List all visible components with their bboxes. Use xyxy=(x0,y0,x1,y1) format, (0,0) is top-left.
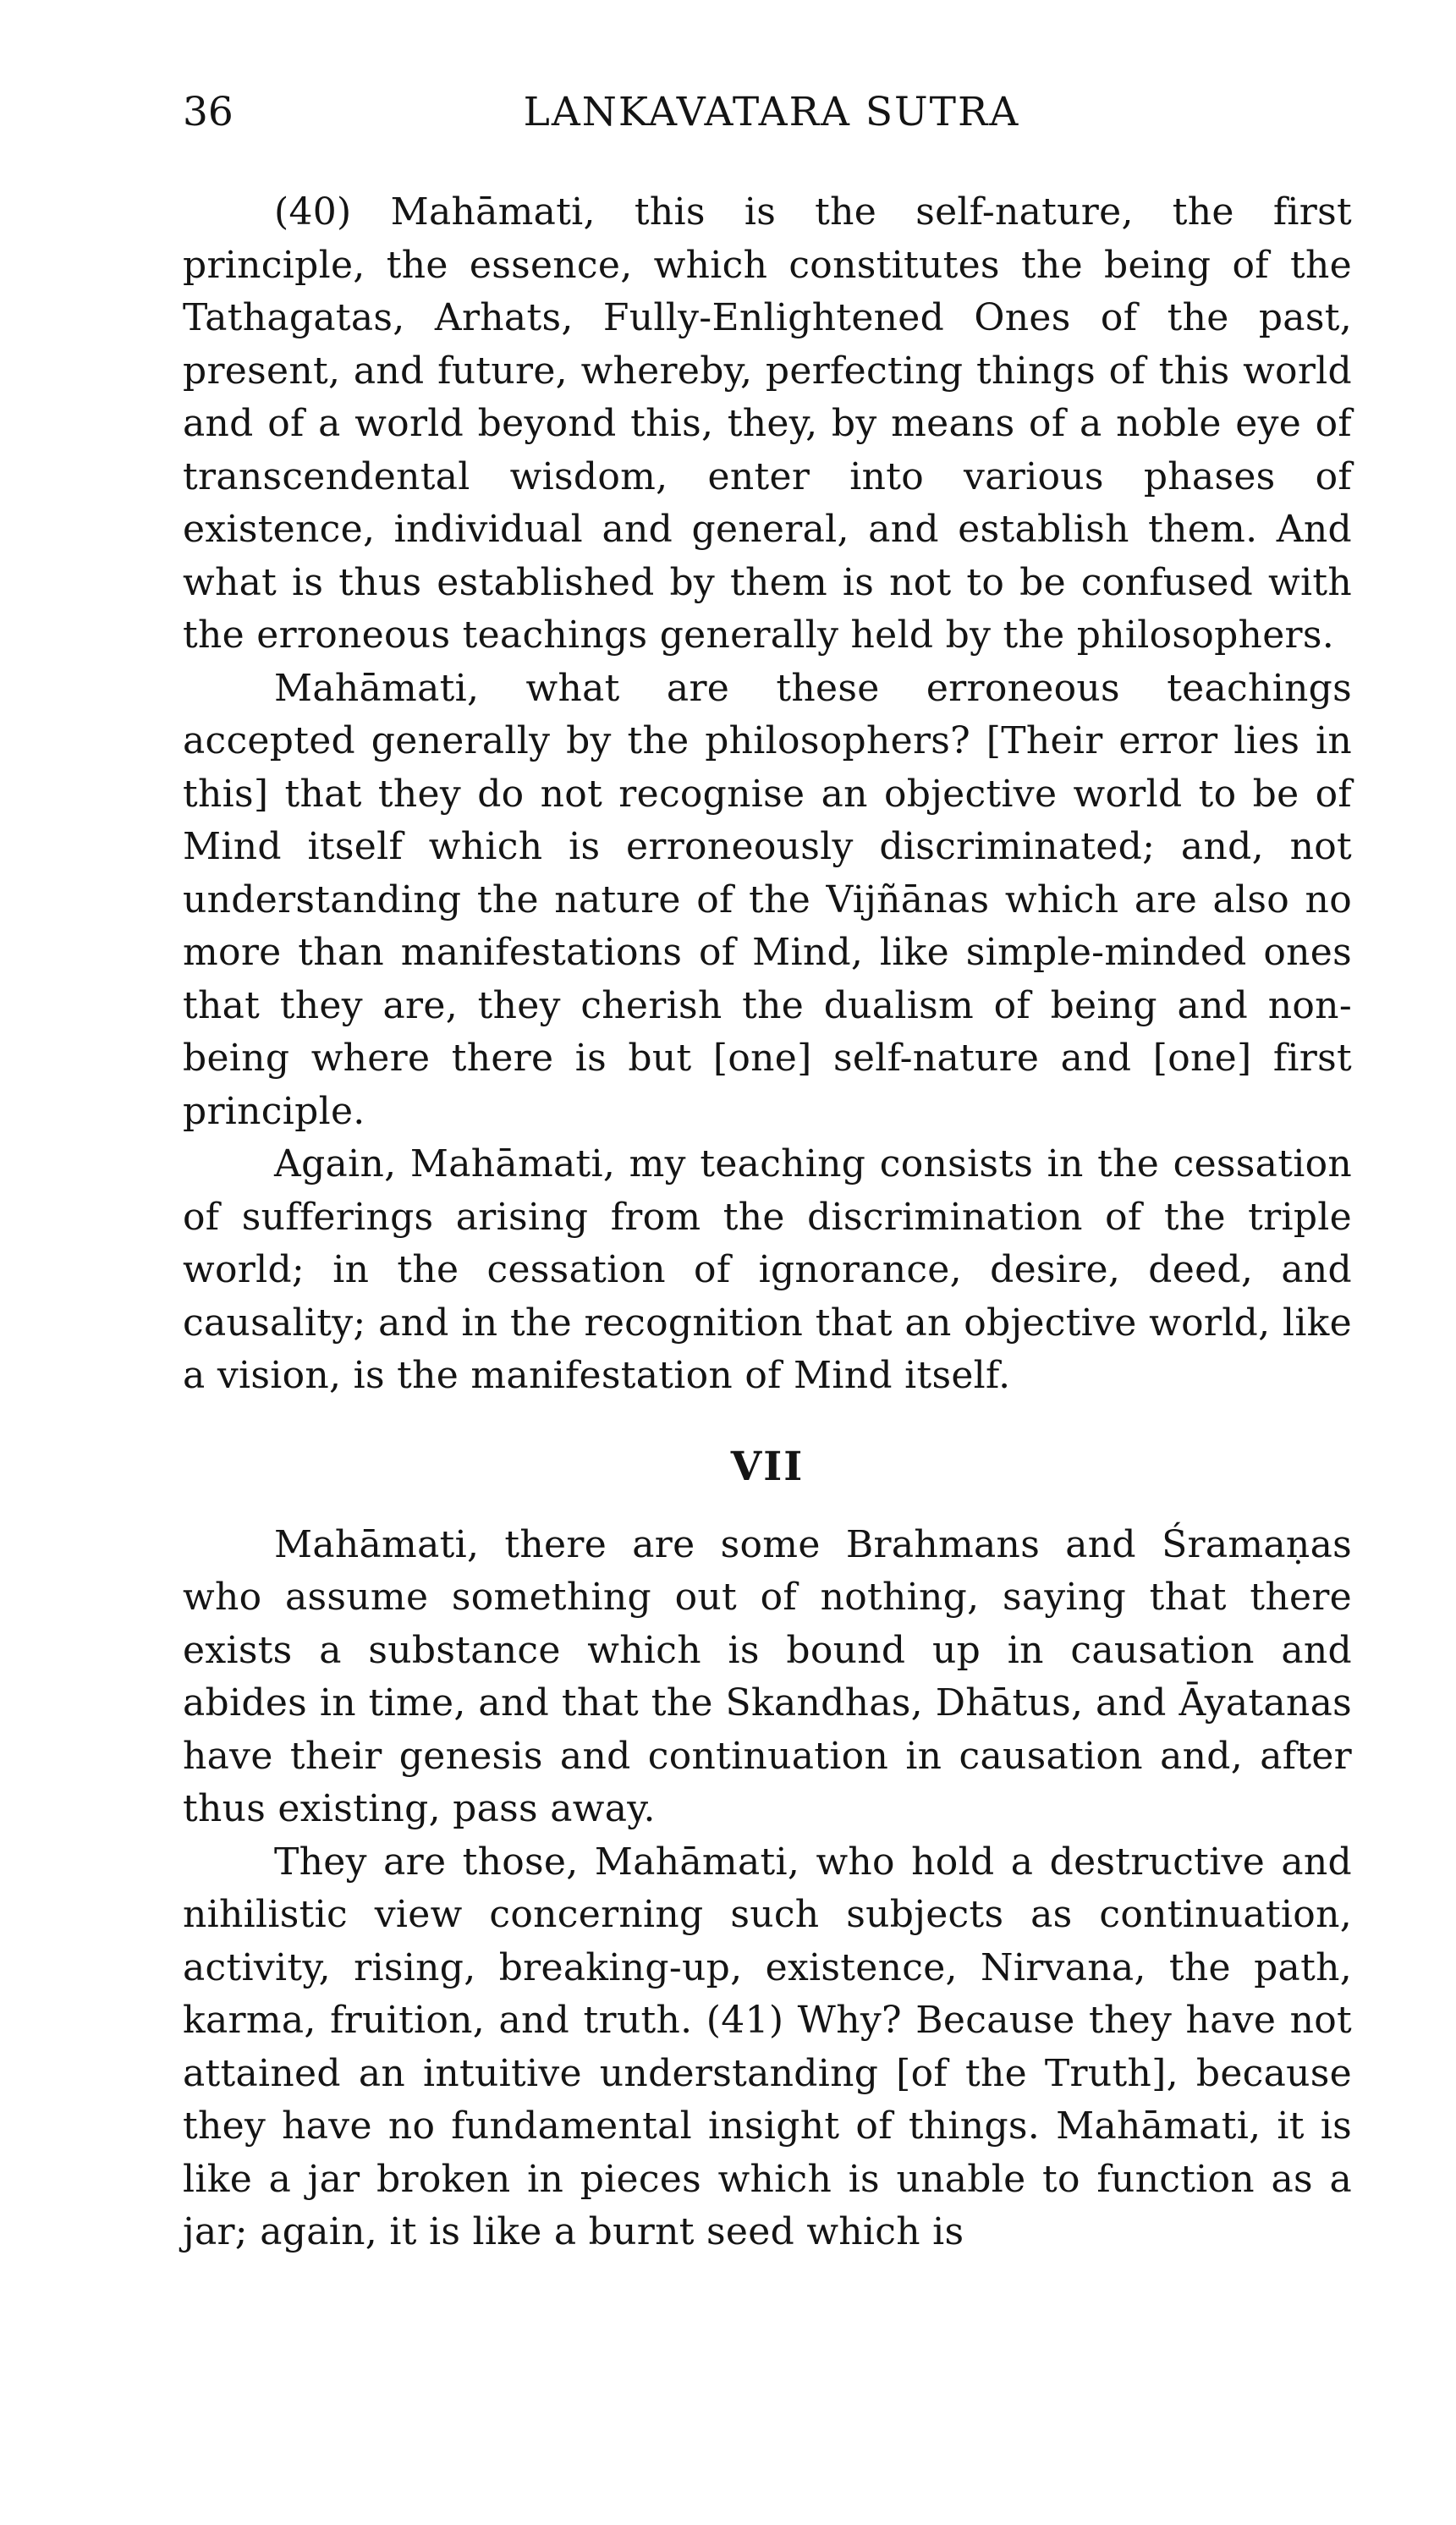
paragraph-40: (40) Mahāmati, this is the self-nature, the first principle, the essence, which constitutes the being of the Tathagatas, Arhats, Fully-Enlightened Ones of the past, present, and future, whereby, perfecting things of this world and of a world beyond this, they, by means of a noble eye of transcendental wisdom, enter into various phases of existence, individual and general, and establish them. And what is thus established by them is not to be confused with the erroneous teachings generally held by the philosophers. xyxy=(183,190,1352,657)
section-heading-vii: VII xyxy=(730,1443,805,1490)
body-text xyxy=(183,186,1352,2259)
paragraph-erroneous-teachings: Mahāmati, what are these erroneous teachings accepted generally by the philosophers? [Their error lies in this] that they do not recognise an objective world to be of Mind itself which is erroneously discriminated; and, not understanding the nature of the Vijñānas which are also no more than manifestations of Mind, like simple-minded ones that they are, they cherish the dualism of being and non-being where there is but [one] self-nature and [one] first principle. xyxy=(183,666,1352,1133)
paragraph-nihilistic-view: They are those, Mahāmati, who hold a destructive and nihilistic view concerning such subjects as continuation, activity, rising, breaking-up, existence, Nirvana, the path, karma, fruition, and truth. (41) Why? Because they have not attained an intuitive understanding [of the Truth], because they have no fundamental insight of things. Mahāmati, it is like a jar broken in pieces which is unable to function as a jar; again, it is like a burnt seed which is xyxy=(183,1840,1352,2253)
paragraph-cessation: Again, Mahāmati, my teaching consists in the cessation of sufferings arising from the discrimination of the triple world; in the cessation of ignorance, desire, deed, and causality; and in the recognition that an objective world, like a vision, is the manifestation of Mind itself. xyxy=(183,1142,1352,1397)
running-title: LANKAVATARA SUTRA xyxy=(523,89,1020,135)
page-number: 36 xyxy=(183,89,234,135)
running-head xyxy=(183,83,1350,142)
paragraph-brahmans: Mahāmati, there are some Brahmans and Śramaṇas who assume something out of nothing, saying that there exists a substance which is bound up in causation and abides in time, and that the Skandhas, Dhātus, and Āyatanas have their genesis and continuation in causation and, after thus existing, pass away. xyxy=(183,1522,1352,1830)
